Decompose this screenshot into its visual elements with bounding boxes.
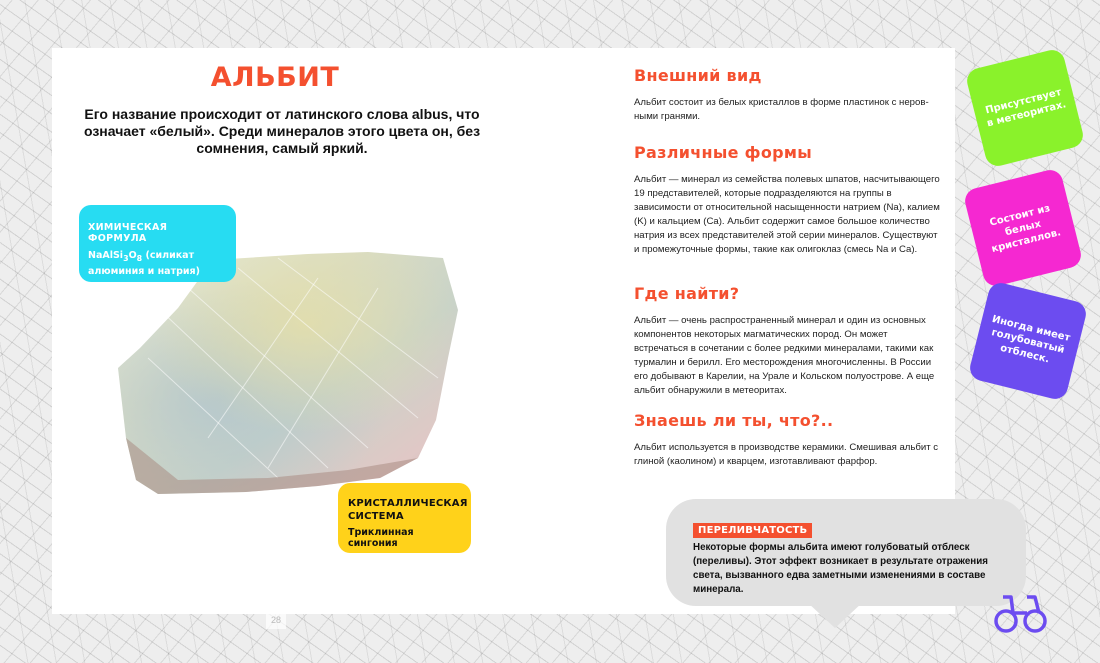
section-did-you-know: [634, 411, 940, 469]
sticker-white-crystals: Состоит из белых кристаллов.: [962, 167, 1083, 288]
chemical-formula-card: [79, 205, 236, 282]
binoculars-icon: [993, 591, 1049, 635]
callout-tag: ПЕРЕЛИВЧАТОСТЬ: [693, 523, 812, 538]
formula-value: [88, 249, 228, 278]
intro-text: Его название происходит от латинского слова albus, что означает «белый». Среди минералов этого цвета он, без сомнения, самый яркий.: [83, 106, 481, 156]
formula-note: (силикат алюминия и натрия): [88, 250, 200, 277]
formula-label: ХИМИЧЕСКАЯ ФОРМУЛА: [88, 222, 168, 244]
formula-main: NaAlSi: [88, 250, 124, 261]
crystal-system-value: Триклинная сингония: [348, 527, 414, 549]
section-appearance: [634, 66, 940, 124]
sticker-bluish-sheen: Иногда имеет голубоватый отблеск.: [967, 280, 1088, 401]
formula-sub-3: 3: [123, 253, 129, 263]
section-text: Альбит — минерал из семейства полевых шпатов, насчитывающего 19 представителей, которые подразделяются на группы в зависимости от относительной насыщенности натрием (Na), калием (K) и кальцием (Ca). Альбит содержит самое большое количество натрия из всех представителей этой серии минералов. Существуют и промежуточные формы, такие как олигоклаз (смесь Na и Ca).: [634, 174, 940, 255]
section-heading: Различные формы: [634, 143, 813, 162]
crystal-system-card: [338, 483, 471, 553]
sticker-meteorites: Присутствует в метеоритах.: [964, 47, 1085, 168]
section-text: Альбит состоит из белых кристаллов в форме пластинок с неровными гранями.: [634, 97, 929, 122]
section-where-to-find: [634, 284, 940, 398]
crystal-system-label: КРИСТАЛЛИЧЕСКАЯ СИСТЕМА: [348, 498, 468, 522]
callout-tail: [807, 602, 863, 628]
section-forms: [634, 143, 940, 257]
section-text: Альбит — очень распространенный минерал и один из основных компонентов некоторых магматических пород. Он может встречаться в сочетании с более редкими минералами, такими как турмалин и берилл. Его месторождения многочисленны. В России его добывают в Карелии, на Урале и Кольском полуострове. А еще альбит обнаружили в метеоритах.: [634, 315, 935, 396]
section-heading: Внешний вид: [634, 66, 762, 85]
page-title: АЛЬБИТ: [210, 62, 340, 93]
formula-oxygen: O: [128, 250, 137, 261]
formula-sub-8: 8: [136, 253, 143, 263]
callout-text: Некоторые формы альбита имеют голубоватый отблеск (переливы). Этот эффект возникает в результате отражения света, вызванного едва заметными изменениями в составе минерала.: [693, 542, 988, 595]
albite-specimen-image: [118, 248, 460, 498]
page-number: 28: [266, 612, 286, 629]
iridescence-callout: [666, 499, 1026, 606]
section-text: Альбит используется в производстве керамики. Смешивая альбит с глиной (каолином) и кварцем, изготавливают фарфор.: [634, 442, 939, 467]
section-heading: Знаешь ли ты, что?..: [634, 411, 834, 430]
section-heading: Где найти?: [634, 284, 740, 303]
